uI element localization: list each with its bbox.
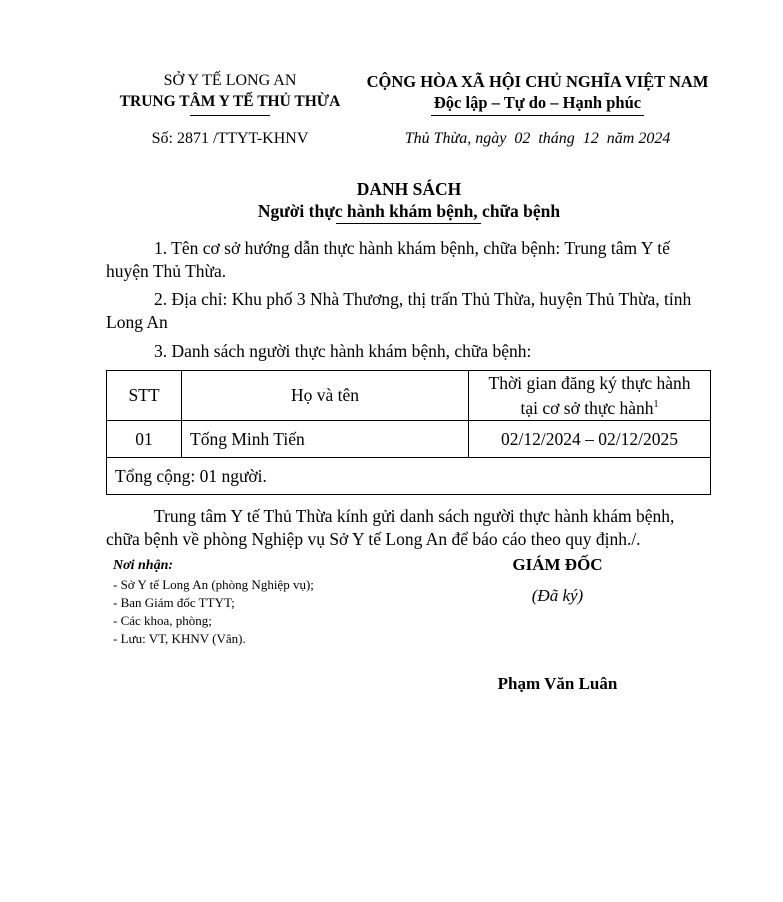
recipients-label: Nơi nhận: [113, 558, 174, 573]
document-title: DANH SÁCH [356, 179, 462, 199]
header-name: Họ và tên [182, 371, 469, 421]
document-subtitle: Người thực hành khám bệnh, chữa bệnh [257, 201, 561, 221]
header-stt: STT [107, 371, 182, 421]
recipient-item: - Lưu: VT, KHNV (Vân). [113, 631, 246, 646]
motto-underline [431, 115, 644, 116]
national-motto: Độc lập – Tự do – Hạnh phúc [433, 93, 642, 112]
signer-name: Phạm Văn Luân [497, 674, 618, 693]
section-3: 3. Danh sách người thực hành khám bệnh, chữa bệnh: [154, 341, 532, 361]
cell-period: 02/12/2024 – 02/12/2025 [469, 421, 711, 458]
section-1: 1. Tên cơ sở hướng dẫn thực hành khám bệnh, chữa bệnh: Trung tâm Y tế huyện Thủ Thừa. [106, 238, 670, 281]
recipient-item: - Ban Giám đốc TTYT; [113, 595, 235, 610]
table-row [107, 421, 711, 458]
footnote-marker: 1 [653, 399, 659, 411]
cell-name: Tống Minh Tiến [182, 421, 469, 458]
signer-position: GIÁM ĐỐC [512, 555, 603, 574]
unit-name: TRUNG TÂM Y TẾ THỦ THỪA [119, 93, 341, 110]
agency-name: SỞ Y TẾ LONG AN [163, 72, 297, 89]
section-2: 2. Địa chỉ: Khu phố 3 Nhà Thương, thị trấn Thủ Thừa, huyện Thủ Thừa, tỉnh Long An [106, 289, 692, 332]
national-title: CỘNG HÒA XÃ HỘI CHỦ NGHĨA VIỆT NAM [366, 72, 709, 91]
recipient-item: - Sở Y tế Long An (phòng Nghiệp vụ); [113, 577, 314, 592]
cell-total: Tổng cộng: 01 người. [107, 458, 711, 495]
table-header-row [107, 371, 711, 421]
practitioner-table [106, 370, 711, 495]
closing-paragraph: Trung tâm Y tế Thủ Thừa kính gửi danh sách người thực hành khám bệnh, chữa bệnh về phòng Nghiệp vụ Sở Y tế Long An để báo cáo theo quy định./. [106, 506, 675, 549]
cell-stt: 01 [107, 421, 182, 458]
place-date: Thủ Thừa, ngày 02 tháng 12 năm 2024 [404, 130, 671, 147]
header-period-line2: tại cơ sở thực hành [520, 397, 654, 418]
document-number: Số: 2871 /TTYT-KHNV [151, 130, 309, 147]
header-period [469, 371, 711, 421]
unit-underline [190, 115, 270, 116]
signature-status: (Đã ký) [531, 586, 584, 605]
title-underline [336, 223, 481, 224]
recipient-item: - Các khoa, phòng; [113, 613, 212, 628]
header-period-line1: Thời gian đăng ký thực hành [488, 373, 691, 394]
table-total-row [107, 458, 711, 495]
